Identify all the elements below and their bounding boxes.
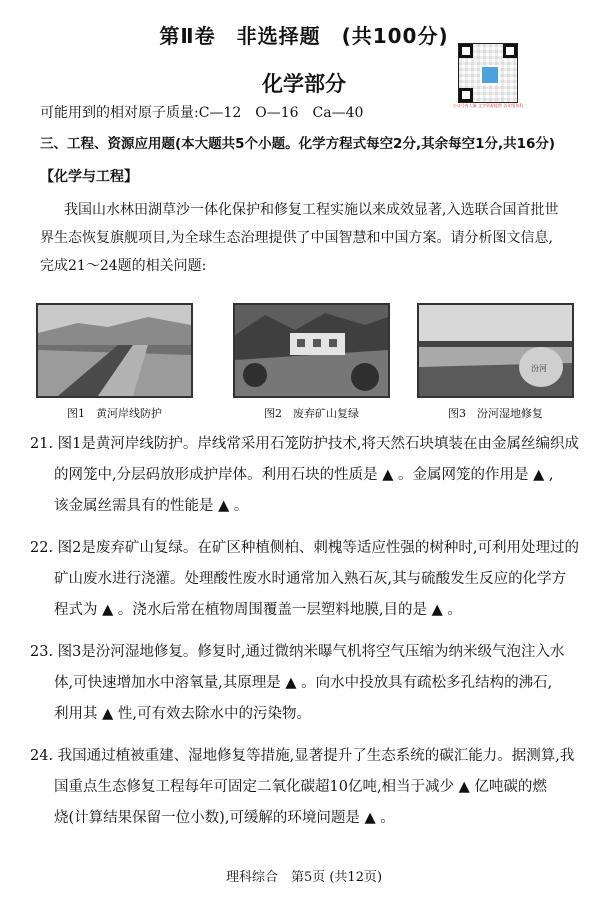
question-22 [30,533,586,626]
intro-line: 完成21～24题的相关问题: [40,258,207,274]
question-line: 国重点生态修复工程每年可固定二氧化碳超10亿吨,相当于减少 ▲ 亿吨碳的燃 [54,779,547,795]
qr-finder [503,44,517,58]
section-subtitle: 化学部分 [262,72,346,96]
figure-1-photo [36,303,193,398]
page-footer: 理科综合 第5页 (共12页) [225,870,383,885]
figure-3-photo [417,303,574,398]
question-line: 利用其 ▲ 性,可有效去除水中的污染物。 [54,706,311,722]
figure-3-caption: 图3 汾河湿地修复 [448,407,543,420]
intro-line: 界生态恢复旗舰项目,为全球生态治理提供了中国智慧和中国方案。请分析图文信息, [40,230,553,246]
question-21 [30,429,586,522]
question-line: 程式为 ▲ 。浇水后常在植物周围覆盖一层塑料地膜,目的是 ▲ 。 [54,602,462,618]
question-24 [30,741,586,834]
intro-line: 我国山水林田湖草沙一体化保护和修复工程实施以来成效显著,入选联合国首批世 [64,202,559,218]
figure-2-caption: 图2 废弃矿山复绿 [264,407,359,420]
wetland-illustration [419,305,572,396]
question-line: 22. 图2是废弃矿山复绿。在矿区种植侧柏、刺槐等适应性强的树种时,可利用处理过的 [30,540,580,556]
topic-label: 【化学与工程】 [40,169,138,185]
mine-restoration-illustration [235,305,388,396]
qr-caption: 公众号有大量 文字资源提供 各年级各科 [452,103,524,108]
section-heading: 三、工程、资源应用题(本大题共5个小题。化学方程式每空2分,其余每空1分,共16分) [40,136,556,152]
question-line: 的网笼中,分层码放形成护岸体。利用石块的性质是 ▲ 。金属网笼的作用是 ▲ , [54,467,554,483]
question-line: 该金属丝需具有的性能是 ▲ 。 [54,498,249,514]
figure-2-photo [233,303,390,398]
question-23 [30,637,586,730]
question-line: 21. 图1是黄河岸线防护。岸线常采用石笼防护技术,将天然石块填装在由金属丝编织成 [30,436,580,452]
question-line: 矿山废水进行浇灌。处理酸性废水时通常加入熟石灰,其与硫酸发生反应的化学方 [54,571,567,587]
atomic-mass-line: 可能用到的相对原子质量:C—12 O—16 Ca—40 [40,105,364,121]
page-title: 第Ⅱ卷 非选择题 (共100分) [159,24,449,48]
qr-finder [459,44,473,58]
riverbank-illustration [38,305,191,396]
question-line: 24. 我国通过植被重建、湿地修复等措施,显著提升了生态系统的碳汇能力。据测算,我 [30,748,575,764]
svg-text:汾河: 汾河 [531,364,547,373]
question-line: 烧(计算结果保留一位小数),可缓解的环境问题是 ▲ 。 [54,810,395,826]
intro-paragraph [40,196,580,280]
question-line: 体,可快速增加水中溶氧量,其原理是 ▲ 。向水中投放具有疏松多孔结构的沸石, [54,675,553,691]
figure-1-caption: 图1 黄河岸线防护 [67,407,162,420]
question-line: 23. 图3是汾河湿地修复。修复时,通过微纳米曝气机将空气压缩为纳米级气泡注入水 [30,644,565,660]
